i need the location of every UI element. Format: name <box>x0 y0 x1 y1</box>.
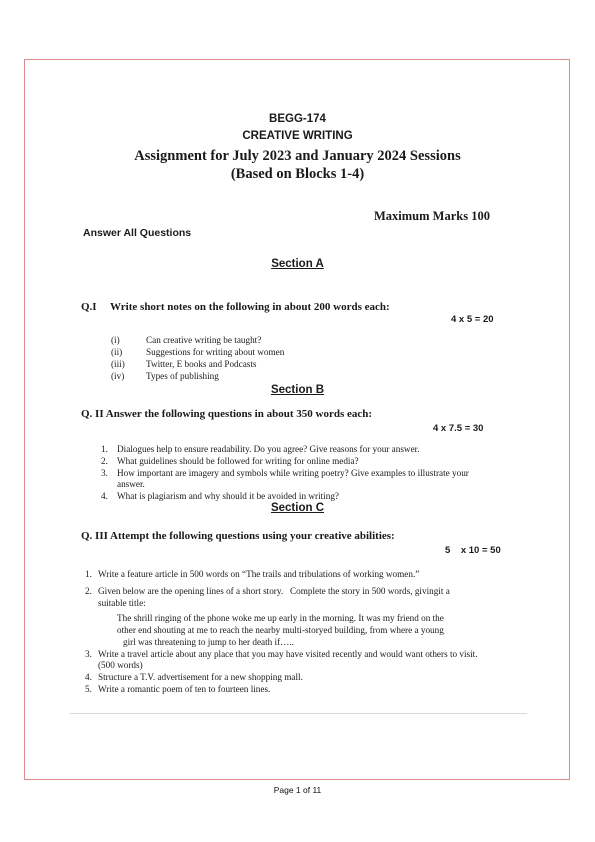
q3-instruction: Q. III Attempt the following questions using your creative abilities: <box>81 530 395 542</box>
list-item-number: 4. <box>101 491 108 501</box>
list-item-number: 2. <box>85 586 92 596</box>
list-item-number: (iv) <box>111 371 125 381</box>
list-item-number: 5. <box>85 684 92 694</box>
list-item: How important are imagery and symbols while writing poetry? Give examples to illustrate your <box>117 468 469 478</box>
list-item-continuation: suitable title: <box>98 598 146 608</box>
assignment-title: Assignment for July 2023 and January 2024 Sessions <box>134 148 461 164</box>
q1-label: Q.I <box>81 301 97 313</box>
list-item-number: 3. <box>85 649 92 659</box>
answer-all-instruction: Answer All Questions <box>83 227 192 239</box>
story-excerpt-line: other end shouting at me to reach the nearby multi-storyed building, from where a young <box>117 625 444 635</box>
list-item: Given below are the opening lines of a short story. Complete the story in 500 words, givingit a <box>98 586 450 596</box>
list-item-number: (iii) <box>111 359 125 369</box>
list-item-continuation: (500 words) <box>98 660 143 670</box>
list-item: Can creative writing be taught? <box>146 335 262 345</box>
q2-instruction: Q. II Answer the following questions in about 350 words each: <box>81 408 373 420</box>
divider-line <box>70 713 527 714</box>
list-item-continuation: answer. <box>117 479 145 489</box>
blocks-subtitle: (Based on Blocks 1-4) <box>230 166 365 182</box>
list-item-number: 2. <box>101 456 108 466</box>
list-item: Write a feature article in 500 words on “The trails and tribulations of working women.” <box>98 569 420 579</box>
list-item: Suggestions for writing about women <box>146 347 285 357</box>
q3-marks: 5 x 10 = 50 <box>445 545 501 556</box>
story-excerpt-line: girl was threatening to jump to her death if….. <box>123 637 294 647</box>
list-item-number: 1. <box>101 444 108 454</box>
list-item-number: (i) <box>111 335 120 345</box>
section-c-heading: Section C <box>270 502 325 514</box>
list-item: What guidelines should be followed for writing for online media? <box>117 456 359 466</box>
list-item: Write a romantic poem of ten to fourteen lines. <box>98 684 271 694</box>
list-item: Structure a T.V. advertisement for a new shopping mall. <box>98 672 303 682</box>
list-item-number: 3. <box>101 468 108 478</box>
list-item: Types of publishing <box>146 371 219 381</box>
list-item: Write a travel article about any place that you may have visited recently and would want others to visit. <box>98 649 478 659</box>
list-item: What is plagiarism and why should it be avoided in writing? <box>117 491 339 501</box>
list-item: Twitter, E books and Podcasts <box>146 359 257 369</box>
q1-instruction: Write short notes on the following in about 200 words each: <box>110 301 390 313</box>
list-item: Dialogues help to ensure readability. Do you agree? Give reasons for your answer. <box>117 444 420 454</box>
course-code: BEGG-174 <box>269 113 326 125</box>
course-title: CREATIVE WRITING <box>242 130 353 142</box>
list-item-number: 4. <box>85 672 92 682</box>
list-item-number: (ii) <box>111 347 123 357</box>
q1-marks: 4 x 5 = 20 <box>451 314 494 325</box>
q2-marks: 4 x 7.5 = 30 <box>433 423 484 434</box>
section-b-heading: Section B <box>270 384 325 396</box>
story-excerpt-line: The shrill ringing of the phone woke me up early in the morning. It was my friend on the <box>117 613 444 623</box>
section-a-heading: Section A <box>271 258 324 270</box>
list-item-number: 1. <box>85 569 92 579</box>
page-number: Page 1 of 11 <box>273 785 322 795</box>
maximum-marks: Maximum Marks 100 <box>374 209 490 223</box>
